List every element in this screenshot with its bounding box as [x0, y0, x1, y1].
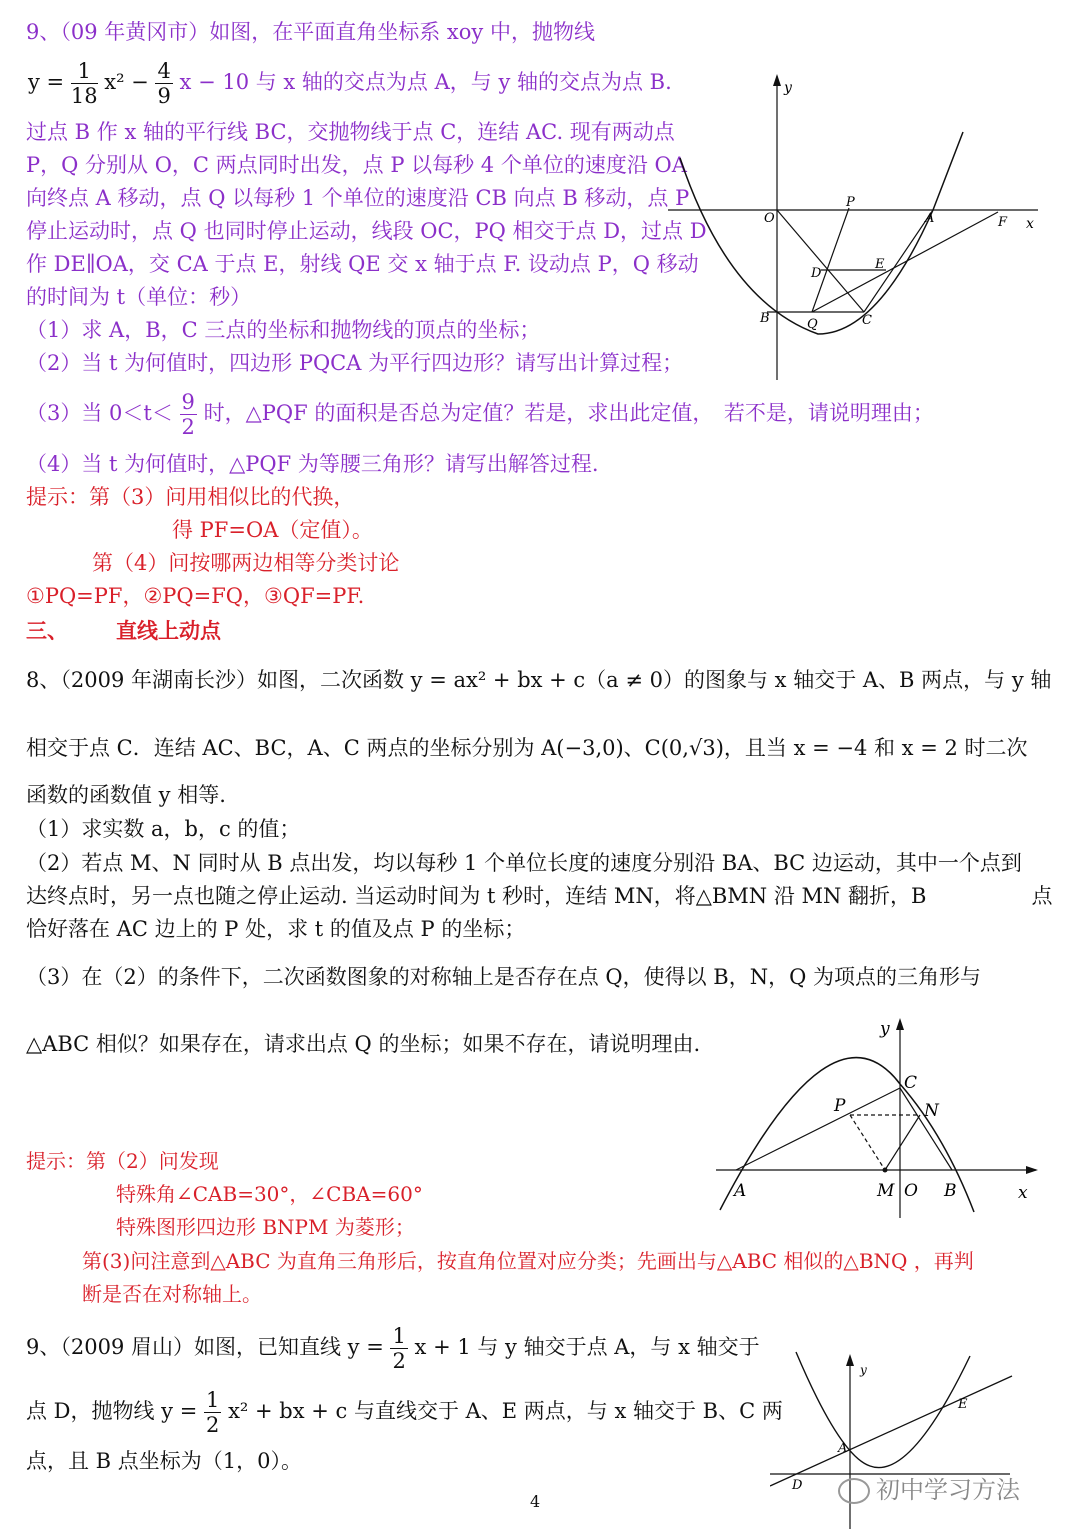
fig2-label-m: M [877, 1181, 895, 1201]
p9-hint-2: 得 PF=OA（定值）。 [172, 518, 373, 542]
fig1-label-y: y [784, 80, 792, 96]
fig2-label-p: P [834, 1096, 846, 1116]
p8-hint-3: 特殊图形四边形 BNPM 为菱形； [116, 1215, 415, 1239]
fig3-label-d: D [792, 1478, 803, 1493]
fig2-label-y: y [880, 1019, 890, 1039]
p8-hint-2: 特殊角∠CAB=30°，∠CBA=60° [116, 1182, 423, 1206]
p8-question-3b: △ABC 相似？如果存在，请求出点 Q 的坐标；如果不存在，请说明理由. [26, 1032, 701, 1056]
p9b-line-2 [26, 1382, 783, 1440]
fig1-label-x: x [1026, 216, 1034, 232]
p9b-fraction-2: $\frac{1}{2}$ [206, 1388, 220, 1437]
fig3-label-a: A [838, 1441, 848, 1456]
fig3-label-e: E [958, 1397, 968, 1412]
p8-line-3: 函数的函数值 y 相等. [26, 783, 226, 807]
p9-fraction-2: $\frac{4}{9}$ [157, 59, 171, 108]
p9b-line-1a: 9、（2009 眉山）如图，已知直线 y = [26, 1335, 384, 1359]
p9-line-8: 的时间为 t（单位：秒） [26, 285, 252, 309]
p8-hint-4: 第(3)问注意到△ABC 为直角三角形后，按直角位置对应分类；先画出与△ABC 相似的△BNQ ，再判 [82, 1249, 974, 1273]
fig1-label-c: C [862, 313, 872, 328]
p8-hint-1: 提示：第（2）问发现 [26, 1149, 219, 1173]
fig1-label-o: O [764, 211, 775, 226]
figure-1-parabola [668, 72, 1044, 384]
section-title: 直线上动点 [116, 618, 221, 643]
p8-question-2b: 达终点时，另一点也随之停止运动. 当运动时间为 t 秒时，连结 MN，将△BMN 沿 MN 翻折，B 点 [26, 884, 1053, 908]
p9-line-4: P，Q 分别从 O，C 两点同时出发，点 P 以每秒 4 个单位的速度沿 OA [26, 153, 687, 177]
wechat-icon [838, 1478, 870, 1504]
p8-question-3a: （3）在（2）的条件下，二次函数图象的对称轴上是否存在点 Q，使得以 B，N，Q 为项点的三角形与 [26, 965, 981, 989]
fig2-label-a: A [734, 1181, 747, 1201]
fig1-label-d: D [811, 266, 822, 281]
p9b-line-1 [26, 1318, 760, 1376]
p9-q3-b: 时，△PQF 的面积是否总为定值？若是，求出此定值， 若不是，请说明理由； [203, 401, 934, 425]
fig1-label-q: Q [807, 317, 818, 332]
fig2-label-n: N [924, 1101, 939, 1121]
fig2-label-b: B [944, 1181, 957, 1201]
p9-fraction-1: $\frac{1}{18}$ [70, 59, 98, 108]
page-number: 4 [530, 1492, 541, 1511]
p9b-line-1b: x + 1 与 y 轴交于点 A，与 x 轴交于 [414, 1335, 760, 1359]
fig1-label-e: E [875, 257, 885, 272]
p9-q3-fraction: $\frac{9}{2}$ [181, 390, 195, 439]
p9b-line-2a: 点 D，抛物线 y = [26, 1399, 198, 1423]
fig2-label-c: C [904, 1073, 918, 1093]
fig3-label-y: y [860, 1363, 867, 1377]
fig2-label-o: O [904, 1181, 918, 1201]
p9-formula-c: x − 10 与 x 轴的交点为点 A，与 y 轴的交点为点 B. [179, 70, 672, 94]
p9-formula-line [28, 54, 672, 110]
p9-line-6: 停止运动时，点 Q 也同时停止运动，线段 OC，PQ 相交于点 D，过点 D [26, 219, 707, 243]
p9-formula-b: x² − [104, 70, 149, 94]
p9-line-1: 9、（09 年黄冈市）如图，在平面直角坐标系 xoy 中，抛物线 [26, 20, 595, 44]
section-number: 三、 [26, 618, 68, 643]
p9-line-5: 向终点 A 移动，点 Q 以每秒 1 个单位的速度沿 CB 向点 B 移动，点 P [26, 186, 690, 210]
p9-hint-1: 提示：第（3）问用相似比的代换， [26, 485, 355, 509]
p9-line-7: 作 DE∥OA，交 CA 于点 E，射线 QE 交 x 轴于点 F. 设动点 P，Q 移动 [26, 252, 699, 276]
fig1-label-b: B [760, 311, 770, 326]
p9b-line-2b: x² + bx + c 与直线交于 A、E 两点，与 x 轴交于 B、C 两 [228, 1399, 783, 1423]
p9-question-3 [26, 384, 934, 442]
p8-line-1: 8、（2009 年湖南长沙）如图，二次函数 y = ax² + bx + c（a ≠ 0）的图象与 x 轴交于 A、B 两点，与 y 轴 [26, 668, 1052, 692]
p8-hint-5: 断是否在对称轴上。 [82, 1282, 262, 1306]
fig1-label-f: F [998, 215, 1008, 230]
p9b-line-3: 点，且 B 点坐标为（1，0）。 [26, 1449, 303, 1473]
fig1-label-p: P [846, 195, 855, 210]
p9-question-1: （1）求 A，B，C 三点的坐标和抛物线的顶点的坐标； [26, 318, 541, 342]
fig2-label-x: x [1018, 1183, 1028, 1203]
p8-question-1: （1）求实数 a，b，c 的值； [26, 817, 301, 841]
p8-line-2: 相交于点 C．连结 AC、BC，A、C 两点的坐标分别为 A(−3,0)、C(0,√3)，且当 x = −4 和 x = 2 时二次 [26, 736, 1028, 760]
p9-hint-4: ①PQ=PF，②PQ=FQ，③QF=PF. [26, 584, 365, 608]
p9-line-3: 过点 B 作 x 轴的平行线 BC，交抛物线于点 C，连结 AC. 现有两动点 [26, 120, 675, 144]
fig1-label-a: A [925, 211, 935, 226]
p9-formula-a: y = [28, 70, 65, 94]
figure-2-parabola [712, 1014, 1044, 1220]
p8-question-2a: （2）若点 M、N 同时从 B 点出发，均以每秒 1 个单位长度的速度分别沿 BA、BC 边运动，其中一个点到 [26, 851, 1022, 875]
watermark [838, 1470, 1020, 1505]
p9-hint-3: 第（4）问按哪两边相等分类讨论 [92, 551, 400, 575]
p9-question-2: （2）当 t 为何值时，四边形 PQCA 为平行四边形？请写出计算过程； [26, 351, 684, 375]
p9-question-4: （4）当 t 为何值时，△PQF 为等腰三角形？请写出解答过程. [26, 452, 599, 476]
p8-question-2c: 恰好落在 AC 边上的 P 处，求 t 的值及点 P 的坐标； [26, 917, 526, 941]
watermark-text: 初中学习方法 [876, 1476, 1020, 1504]
p9b-fraction-1: $\frac{1}{2}$ [392, 1324, 406, 1373]
p9-q3-a: （3）当 0＜t＜ [26, 401, 173, 425]
